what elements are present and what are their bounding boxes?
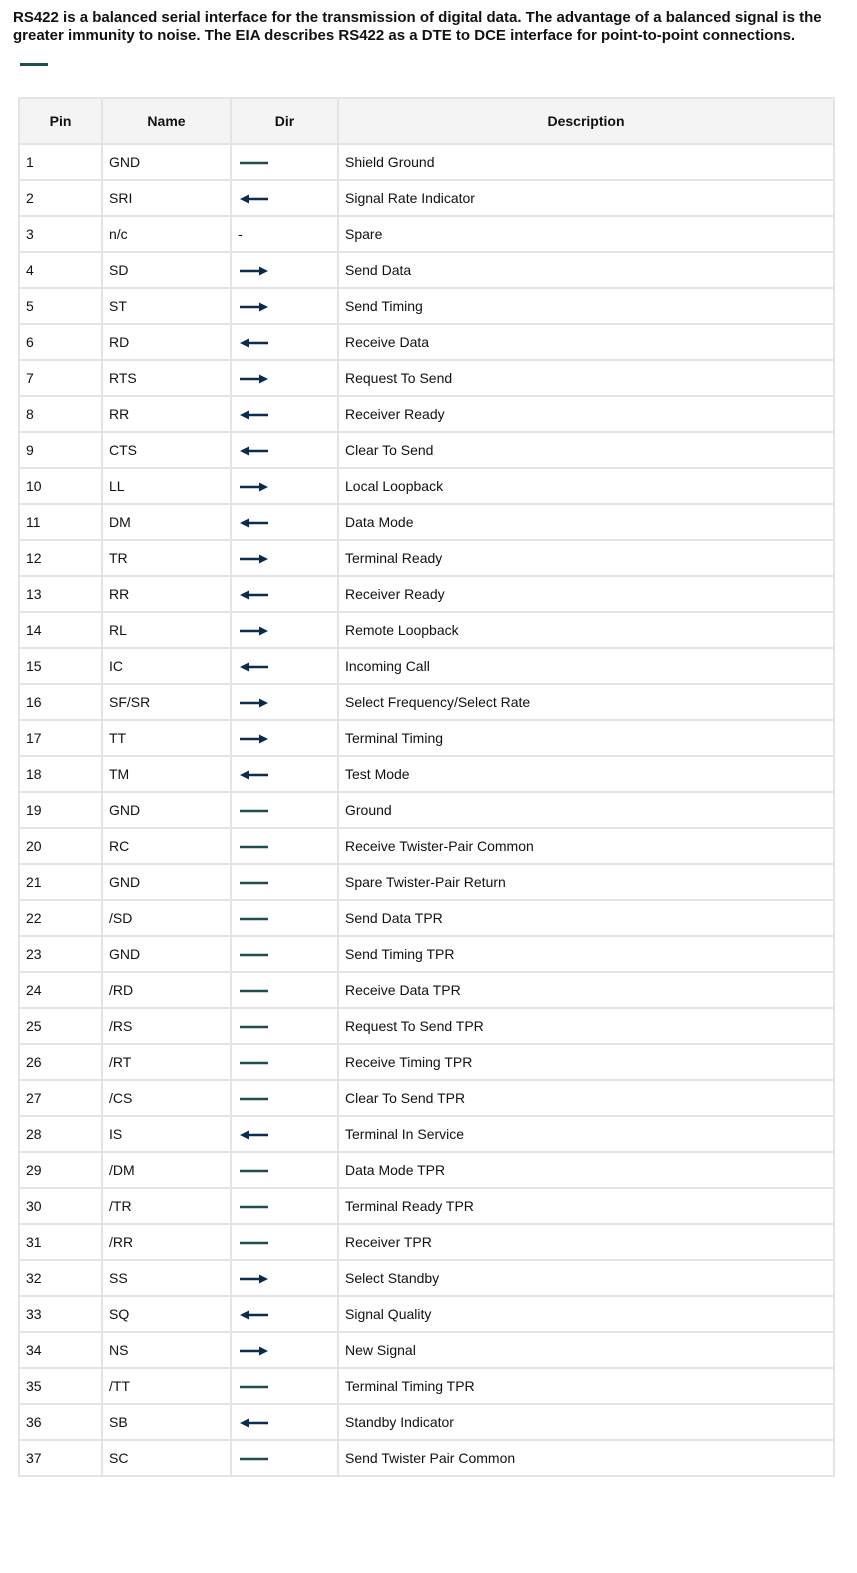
pin-name: GND: [102, 864, 231, 900]
header-pin: Pin: [19, 98, 102, 144]
table-row: [19, 1332, 834, 1368]
table-header-row: [19, 98, 834, 144]
pin-name: TR: [102, 540, 231, 576]
arrow-left-icon: [238, 589, 270, 601]
bidirectional-line-icon: [238, 1021, 270, 1033]
accent-divider: [20, 63, 48, 66]
pin-number: 29: [19, 1152, 102, 1188]
table-row: [19, 936, 834, 972]
pin-description: Signal Rate Indicator: [338, 180, 834, 216]
table-row: [19, 1440, 834, 1476]
pin-direction: [231, 648, 338, 684]
pin-description: Spare Twister-Pair Return: [338, 864, 834, 900]
pin-direction: [231, 1404, 338, 1440]
pin-name: SRI: [102, 180, 231, 216]
pin-name: CTS: [102, 432, 231, 468]
table-row: [19, 396, 834, 432]
bidirectional-line-icon: [238, 1093, 270, 1105]
pinout-table: [18, 97, 835, 1477]
pin-number: 22: [19, 900, 102, 936]
arrow-right-icon: [238, 265, 270, 277]
table-row: [19, 1152, 834, 1188]
arrow-right-icon: [238, 301, 270, 313]
pin-direction: [231, 720, 338, 756]
pin-description: Test Mode: [338, 756, 834, 792]
pin-description: Send Timing: [338, 288, 834, 324]
pin-description: Shield Ground: [338, 144, 834, 180]
pin-description: Send Data: [338, 252, 834, 288]
pin-name: RC: [102, 828, 231, 864]
pin-description: Data Mode: [338, 504, 834, 540]
pin-number: 8: [19, 396, 102, 432]
table-row: [19, 288, 834, 324]
pin-name: n/c: [102, 216, 231, 252]
arrow-left-icon: [238, 1129, 270, 1141]
bidirectional-line-icon: [238, 1381, 270, 1393]
pin-direction: [231, 432, 338, 468]
table-row: [19, 828, 834, 864]
pin-direction: [231, 396, 338, 432]
pin-direction: [231, 252, 338, 288]
pin-number: 31: [19, 1224, 102, 1260]
pin-direction: [231, 216, 338, 252]
bidirectional-line-icon: [238, 1201, 270, 1213]
pin-number: 5: [19, 288, 102, 324]
pin-name: /RS: [102, 1008, 231, 1044]
pin-number: 6: [19, 324, 102, 360]
pin-description: Receiver TPR: [338, 1224, 834, 1260]
pin-number: 28: [19, 1116, 102, 1152]
pin-number: 35: [19, 1368, 102, 1404]
table-row: [19, 972, 834, 1008]
table-row: [19, 720, 834, 756]
pin-description: Terminal Ready: [338, 540, 834, 576]
bidirectional-line-icon: [238, 985, 270, 997]
pin-direction: [231, 792, 338, 828]
pin-direction: [231, 1044, 338, 1080]
pin-description: Send Timing TPR: [338, 936, 834, 972]
pin-name: NS: [102, 1332, 231, 1368]
bidirectional-line-icon: [238, 877, 270, 889]
pin-number: 11: [19, 504, 102, 540]
pin-direction: [231, 756, 338, 792]
pin-direction: [231, 468, 338, 504]
table-row: [19, 504, 834, 540]
pin-number: 2: [19, 180, 102, 216]
pin-number: 23: [19, 936, 102, 972]
pin-number: 36: [19, 1404, 102, 1440]
pin-description: Standby Indicator: [338, 1404, 834, 1440]
pin-direction: [231, 576, 338, 612]
pin-description: Clear To Send: [338, 432, 834, 468]
pin-description: Terminal In Service: [338, 1116, 834, 1152]
bidirectional-line-icon: [238, 913, 270, 925]
pin-name: /RR: [102, 1224, 231, 1260]
arrow-right-icon: [238, 625, 270, 637]
pin-direction: [231, 1080, 338, 1116]
pin-description: Receive Data TPR: [338, 972, 834, 1008]
bidirectional-line-icon: [238, 1453, 270, 1465]
arrow-left-icon: [238, 1309, 270, 1321]
table-row: [19, 684, 834, 720]
pin-description: Ground: [338, 792, 834, 828]
pin-name: ST: [102, 288, 231, 324]
pin-direction: [231, 180, 338, 216]
pin-number: 15: [19, 648, 102, 684]
pin-description: Request To Send TPR: [338, 1008, 834, 1044]
pin-name: TM: [102, 756, 231, 792]
table-row: [19, 540, 834, 576]
pin-direction: [231, 684, 338, 720]
pin-name: SS: [102, 1260, 231, 1296]
bidirectional-line-icon: [238, 157, 270, 169]
pin-direction: [231, 1188, 338, 1224]
pin-name: RR: [102, 396, 231, 432]
pin-direction: [231, 972, 338, 1008]
pin-name: SC: [102, 1440, 231, 1476]
pin-name: /TR: [102, 1188, 231, 1224]
pin-name: RTS: [102, 360, 231, 396]
no-direction-dash: -: [238, 226, 243, 242]
table-row: [19, 1260, 834, 1296]
pin-name: DM: [102, 504, 231, 540]
arrow-right-icon: [238, 733, 270, 745]
pin-name: /RT: [102, 1044, 231, 1080]
pin-number: 20: [19, 828, 102, 864]
arrow-left-icon: [238, 1417, 270, 1429]
table-row: [19, 576, 834, 612]
table-row: [19, 1296, 834, 1332]
pin-direction: [231, 1224, 338, 1260]
pin-number: 30: [19, 1188, 102, 1224]
pin-name: RL: [102, 612, 231, 648]
table-row: [19, 900, 834, 936]
pin-direction: [231, 144, 338, 180]
arrow-right-icon: [238, 553, 270, 565]
table-row: [19, 144, 834, 180]
table-row: [19, 432, 834, 468]
pin-direction: [231, 864, 338, 900]
pin-description: Signal Quality: [338, 1296, 834, 1332]
table-row: [19, 648, 834, 684]
pin-name: GND: [102, 144, 231, 180]
pin-direction: [231, 1116, 338, 1152]
pin-direction: [231, 1260, 338, 1296]
pin-number: 21: [19, 864, 102, 900]
table-row: [19, 756, 834, 792]
pin-number: 19: [19, 792, 102, 828]
pin-description: Request To Send: [338, 360, 834, 396]
pin-description: Data Mode TPR: [338, 1152, 834, 1188]
pin-description: Send Twister Pair Common: [338, 1440, 834, 1476]
pin-description: Terminal Timing TPR: [338, 1368, 834, 1404]
pin-number: 18: [19, 756, 102, 792]
intro-paragraph: RS422 is a balanced serial interface for the transmission of digital data. The advantage of a balanced signal is the greater immunity to noise. The EIA describes RS422 as a DTE to DCE interface for point-to-point connections.: [13, 9, 822, 44]
bidirectional-line-icon: [238, 841, 270, 853]
pin-description: Receive Twister-Pair Common: [338, 828, 834, 864]
pin-direction: [231, 504, 338, 540]
pin-name: GND: [102, 792, 231, 828]
pin-number: 24: [19, 972, 102, 1008]
table-row: [19, 252, 834, 288]
pin-description: Terminal Timing: [338, 720, 834, 756]
arrow-left-icon: [238, 337, 270, 349]
pin-number: 9: [19, 432, 102, 468]
bidirectional-line-icon: [238, 1237, 270, 1249]
pin-description: Local Loopback: [338, 468, 834, 504]
pin-description: New Signal: [338, 1332, 834, 1368]
pin-description: Receiver Ready: [338, 396, 834, 432]
pin-name: /TT: [102, 1368, 231, 1404]
pin-direction: [231, 324, 338, 360]
arrow-left-icon: [238, 409, 270, 421]
pin-description: Terminal Ready TPR: [338, 1188, 834, 1224]
header-dir: Dir: [231, 98, 338, 144]
pin-direction: [231, 1296, 338, 1332]
bidirectional-line-icon: [238, 1165, 270, 1177]
header-name: Name: [102, 98, 231, 144]
pin-description: Incoming Call: [338, 648, 834, 684]
arrow-right-icon: [238, 373, 270, 385]
table-row: [19, 1044, 834, 1080]
bidirectional-line-icon: [238, 949, 270, 961]
pin-direction: [231, 1368, 338, 1404]
table-row: [19, 792, 834, 828]
pin-number: 34: [19, 1332, 102, 1368]
table-row: [19, 612, 834, 648]
table-row: [19, 468, 834, 504]
pin-description: Receive Timing TPR: [338, 1044, 834, 1080]
pin-name: IS: [102, 1116, 231, 1152]
pin-direction: [231, 900, 338, 936]
pin-name: /DM: [102, 1152, 231, 1188]
pin-number: 7: [19, 360, 102, 396]
pin-number: 12: [19, 540, 102, 576]
pin-description: Select Frequency/Select Rate: [338, 684, 834, 720]
pin-name: /CS: [102, 1080, 231, 1116]
arrow-right-icon: [238, 481, 270, 493]
pin-name: RD: [102, 324, 231, 360]
arrow-left-icon: [238, 517, 270, 529]
arrow-left-icon: [238, 769, 270, 781]
table-row: [19, 216, 834, 252]
arrow-left-icon: [238, 445, 270, 457]
arrow-right-icon: [238, 1273, 270, 1285]
pin-number: 3: [19, 216, 102, 252]
table-row: [19, 180, 834, 216]
pin-direction: [231, 936, 338, 972]
pin-name: RR: [102, 576, 231, 612]
pin-name: IC: [102, 648, 231, 684]
pin-description: Spare: [338, 216, 834, 252]
pin-direction: [231, 828, 338, 864]
pin-direction: [231, 1440, 338, 1476]
pin-number: 14: [19, 612, 102, 648]
pin-name: GND: [102, 936, 231, 972]
pin-name: SB: [102, 1404, 231, 1440]
header-description: Description: [338, 98, 834, 144]
pin-number: 13: [19, 576, 102, 612]
pin-name: SQ: [102, 1296, 231, 1332]
table-row: [19, 864, 834, 900]
table-row: [19, 1404, 834, 1440]
table-row: [19, 1188, 834, 1224]
pinout-table-body: [19, 144, 834, 1476]
pin-name: LL: [102, 468, 231, 504]
pin-direction: [231, 288, 338, 324]
pin-description: Clear To Send TPR: [338, 1080, 834, 1116]
pin-number: 26: [19, 1044, 102, 1080]
pin-direction: [231, 540, 338, 576]
pin-number: 25: [19, 1008, 102, 1044]
pin-number: 1: [19, 144, 102, 180]
pin-number: 17: [19, 720, 102, 756]
pin-number: 10: [19, 468, 102, 504]
pin-number: 33: [19, 1296, 102, 1332]
table-row: [19, 1080, 834, 1116]
pin-name: /SD: [102, 900, 231, 936]
pin-name: /RD: [102, 972, 231, 1008]
pin-direction: [231, 1152, 338, 1188]
table-row: [19, 1008, 834, 1044]
pin-name: TT: [102, 720, 231, 756]
pin-number: 27: [19, 1080, 102, 1116]
pin-description: Send Data TPR: [338, 900, 834, 936]
pin-number: 37: [19, 1440, 102, 1476]
arrow-left-icon: [238, 193, 270, 205]
pin-description: Receive Data: [338, 324, 834, 360]
arrow-right-icon: [238, 1345, 270, 1357]
arrow-right-icon: [238, 697, 270, 709]
table-row: [19, 1116, 834, 1152]
pin-number: 4: [19, 252, 102, 288]
bidirectional-line-icon: [238, 1057, 270, 1069]
pin-name: SD: [102, 252, 231, 288]
pin-direction: [231, 1332, 338, 1368]
pin-description: Remote Loopback: [338, 612, 834, 648]
table-row: [19, 324, 834, 360]
arrow-left-icon: [238, 661, 270, 673]
pin-direction: [231, 612, 338, 648]
table-row: [19, 360, 834, 396]
pin-direction: [231, 1008, 338, 1044]
bidirectional-line-icon: [238, 805, 270, 817]
pin-number: 32: [19, 1260, 102, 1296]
pin-direction: [231, 360, 338, 396]
table-row: [19, 1368, 834, 1404]
pin-name: SF/SR: [102, 684, 231, 720]
pin-number: 16: [19, 684, 102, 720]
pin-description: Select Standby: [338, 1260, 834, 1296]
pin-description: Receiver Ready: [338, 576, 834, 612]
table-row: [19, 1224, 834, 1260]
